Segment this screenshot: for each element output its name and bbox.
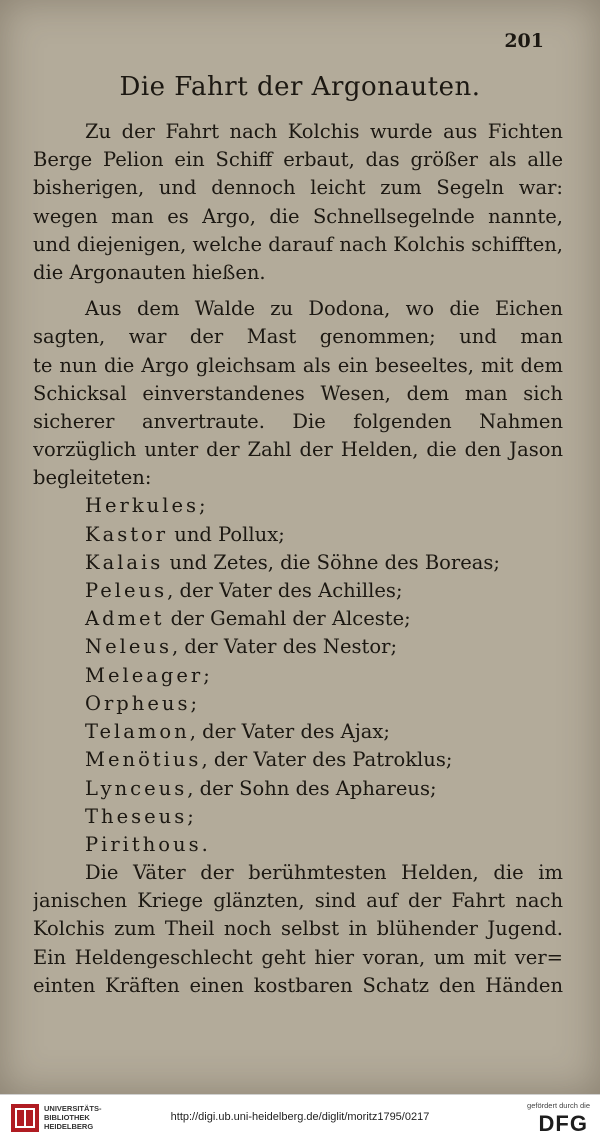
page-title: Die Fahrt der Argonauten. xyxy=(119,72,481,102)
paragraph-2 xyxy=(33,295,563,492)
hero-description: . xyxy=(201,832,208,856)
hero-name: Orpheus xyxy=(85,691,191,715)
funding-credit: gefördert durch die xyxy=(527,1101,590,1110)
text-line: Berge Pelion ein Schiff erbaut, das größer als alle xyxy=(33,148,563,172)
hero-name: Herkules xyxy=(85,494,200,518)
hero-list-item xyxy=(33,803,563,831)
hero-name: Lynceus xyxy=(85,776,188,800)
paragraph-3 xyxy=(33,859,563,1000)
hero-name: Meleager xyxy=(85,663,204,687)
hero-list-item xyxy=(33,831,563,859)
hero-list-item xyxy=(33,633,563,661)
hero-description: , der Vater des Patroklus; xyxy=(201,748,453,772)
dfg-logo: DFG xyxy=(538,1111,588,1136)
text-line: janischen Kriege glänzten, sind auf der Fahrt nach xyxy=(33,889,563,913)
hero-list-item xyxy=(33,521,563,549)
text-line: Zu der Fahrt nach Kolchis wurde aus Fichten xyxy=(85,120,563,143)
text-line: einten Kräften einen kostbaren Schatz den Händen xyxy=(33,973,563,997)
hero-name: Kalais xyxy=(85,550,164,574)
hero-description: der Gemahl der Alceste; xyxy=(164,607,411,631)
permalink-url[interactable]: http://digi.ub.uni-heidelberg.de/diglit/moritz1795/0217 xyxy=(170,1111,430,1123)
text-line: und diejenigen, welche darauf nach Kolchis schifften, xyxy=(33,232,563,256)
text-line: Die Väter der berühmtesten Helden, die im xyxy=(85,861,563,885)
hero-description: , der Vater des Achilles; xyxy=(167,579,403,603)
hero-description: ; xyxy=(203,663,210,687)
hero-list-item xyxy=(33,718,563,746)
hero-list-item xyxy=(33,549,563,577)
text-line: Aus dem Walde zu Dodona, wo die Eichen xyxy=(85,297,563,321)
hero-list-item xyxy=(33,690,563,718)
hero-description: ; xyxy=(187,804,194,828)
hero-list-item xyxy=(33,577,563,605)
text-line: sicherer anvertraute. Die folgenden Nahmen xyxy=(33,409,563,433)
hero-name: Peleus xyxy=(85,579,168,603)
hero-description: und Zetes, die Söhne des Boreas; xyxy=(163,550,500,574)
hero-name: Pirithous xyxy=(85,832,202,856)
hero-list-item xyxy=(33,492,563,520)
hero-name: Admet xyxy=(85,607,165,631)
heroes-list xyxy=(33,492,563,859)
hero-description: , der Vater des Nestor; xyxy=(171,635,398,659)
hero-name: Neleus xyxy=(85,635,172,659)
text-line: Kolchis zum Theil noch selbst in blühender Jugend. xyxy=(33,917,563,941)
hero-name: Menötius xyxy=(85,748,202,772)
hero-description: , der Vater des Ajax; xyxy=(189,720,390,744)
text-line: te nun die Argo gleichsam als ein beseeltes, mit dem xyxy=(33,353,563,377)
text-line: bisherigen, und dennoch leicht zum Segeln war: xyxy=(33,176,563,200)
text-line: Ein Heldengeschlecht geht hier voran, um mit ver= xyxy=(33,945,563,969)
page-number: 201 xyxy=(504,30,544,52)
paragraph-1 xyxy=(33,118,563,287)
hero-description: und Pollux; xyxy=(168,522,285,546)
viewer-footer xyxy=(0,1094,600,1143)
hero-list-item xyxy=(33,662,563,690)
hero-list-item xyxy=(33,746,563,774)
text-line: sagten, war der Mast genommen; und man xyxy=(33,325,563,349)
hero-description: , der Sohn des Aphareus; xyxy=(187,776,437,800)
hero-list-item xyxy=(33,605,563,633)
text-line: vorzüglich unter der Zahl der Helden, die den Jason xyxy=(33,438,563,462)
hero-description: ; xyxy=(199,494,206,518)
hero-list-item xyxy=(33,775,563,803)
hero-name: Kastor xyxy=(85,522,169,546)
text-line: begleiteten: xyxy=(33,466,152,490)
hero-name: Telamon xyxy=(85,720,190,744)
text-line: Schicksal einverstandenes Wesen, dem man sich xyxy=(33,381,563,405)
hero-name: Theseus xyxy=(85,804,188,828)
text-line: die Argonauten hießen. xyxy=(33,260,266,284)
library-label: UNIVERSITÄTS- BIBLIOTHEK HEIDELBERG xyxy=(44,1104,102,1131)
body-text xyxy=(33,118,563,1000)
text-line: wegen man es Argo, die Schnellsegelnde nannte, xyxy=(33,204,563,228)
hero-description: ; xyxy=(190,691,198,715)
